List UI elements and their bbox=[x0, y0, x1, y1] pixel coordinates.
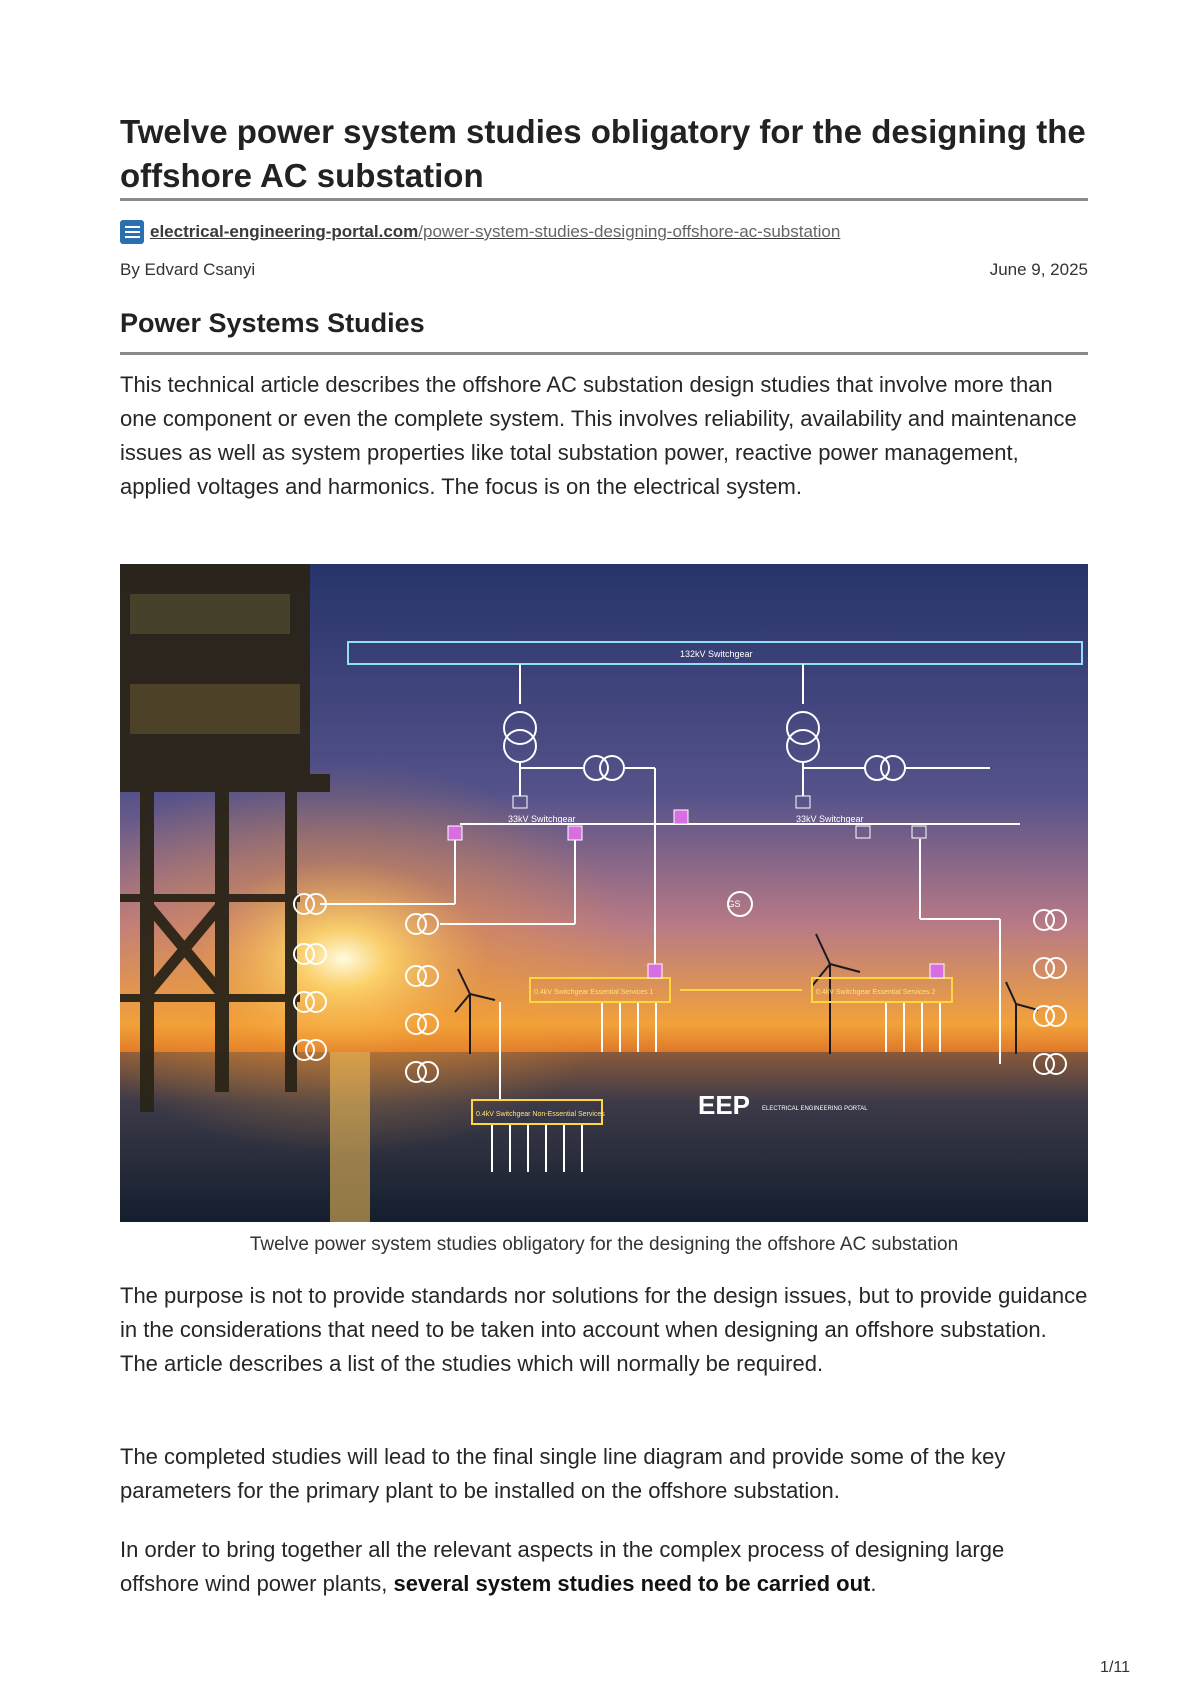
label-33kv-switchgear-2: 33kV Switchgear bbox=[796, 814, 864, 824]
label-non-essential: 0.4kV Switchgear Non-Essential Services bbox=[476, 1111, 605, 1118]
publish-date: June 9, 2025 bbox=[989, 260, 1088, 279]
source-domain: electrical-engineering-portal.com bbox=[150, 222, 419, 241]
author: By Edvard Csanyi bbox=[120, 260, 256, 279]
paragraph-purpose: The purpose is not to provide standards nor solutions for the design issues, but to provide guidance in the considerations that need to be taken into account when designing an offshore substation. The article describes a list of the studies which will normally be required. bbox=[120, 1283, 1088, 1376]
section-divider bbox=[120, 352, 1088, 355]
article-meta bbox=[120, 260, 1088, 280]
label-33kv-switchgear-1: 33kV Switchgear bbox=[508, 814, 576, 824]
source-path: /power-system-studies-designing-offshore-ac-substation bbox=[418, 222, 841, 241]
substation-diagram-image bbox=[120, 564, 1088, 1222]
section-heading: Power Systems Studies bbox=[120, 308, 425, 338]
site-favicon-icon bbox=[120, 220, 144, 244]
paragraph-text-end: . bbox=[870, 1571, 877, 1596]
article-title: Twelve power system studies obligatory for the designing the offshore AC substation bbox=[120, 113, 1086, 194]
label-ess-1: 0.4kV Switchgear Essential Services 1 bbox=[534, 989, 654, 996]
label-gs: GS bbox=[727, 899, 741, 909]
label-132kv-switchgear: 132kV Switchgear bbox=[680, 649, 753, 659]
title-divider bbox=[120, 198, 1088, 201]
paragraph-emphasis: several system studies need to be carried out bbox=[393, 1571, 871, 1596]
source-link[interactable] bbox=[150, 222, 840, 242]
article-figure bbox=[120, 564, 1088, 1222]
page-number: 1/11 bbox=[1100, 1659, 1130, 1676]
paragraph-text-start: In order to bring together all the relevant aspects in the complex process of designing large offshore wind power plants, bbox=[120, 1537, 1005, 1596]
paragraph-intro: This technical article describes the offshore AC substation design studies that involve more than one component or even the complete system. This involves reliability, availability and maintenance issues as well as system properties like total substation power, reactive power management, applied voltages and harmonics. The focus is on the electrical system. bbox=[120, 372, 1077, 499]
eep-logo-subtitle: ELECTRICAL ENGINEERING PORTAL bbox=[762, 1106, 868, 1112]
figure-caption: Twelve power system studies obligatory for the designing the offshore AC substation bbox=[249, 1234, 959, 1255]
paragraph-completed: The completed studies will lead to the final single line diagram and provide some of the key parameters for the primary plant to be installed on the offshore substation. bbox=[120, 1444, 1006, 1503]
source-line bbox=[120, 219, 840, 245]
label-ess-2: 0.4kV Switchgear Essential Services 2 bbox=[816, 989, 936, 996]
eep-logo: EEP bbox=[698, 1090, 751, 1120]
paragraph-system-studies bbox=[120, 1533, 1088, 1601]
